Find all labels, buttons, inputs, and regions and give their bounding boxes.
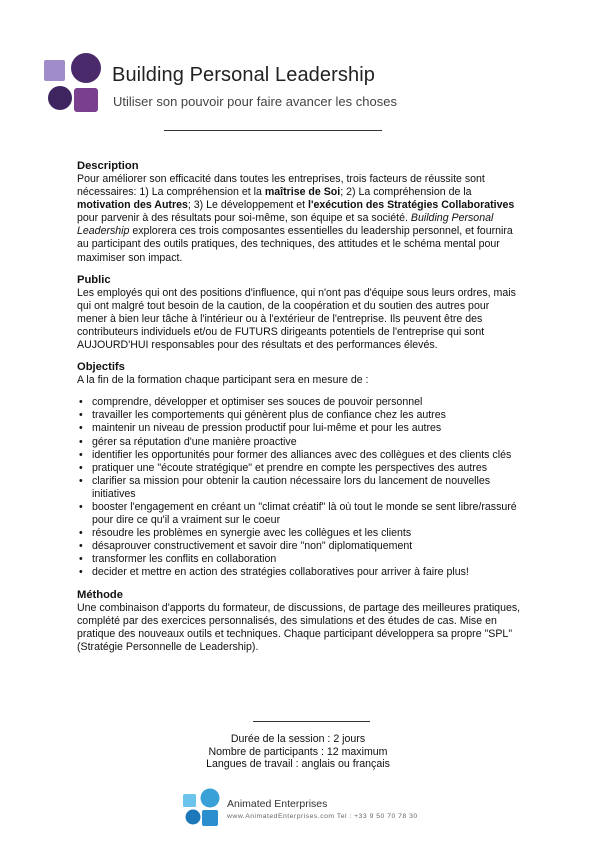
page-title: Building Personal Leadership — [112, 64, 375, 86]
description-text — [77, 173, 522, 265]
footer-logo-circle — [201, 789, 220, 808]
facts-divider — [253, 721, 370, 722]
list-item: • clarifier sa mission pour obtenir la caution nécessaire lors du lancement de nouvelles initiatives — [77, 475, 522, 501]
list-item: • pratiquer une "écoute stratégique" et prendre en compte les perspectives des autres — [77, 462, 522, 475]
logo-circle-small — [48, 86, 72, 110]
logo-circle-dark — [71, 53, 101, 83]
footer-contact: www.AnimatedEnterprises.com Tel : +33 9 50 70 78 30 — [227, 813, 418, 820]
list-item: • gérer sa réputation d'une manière proactive — [77, 436, 522, 449]
footer-company-name: Animated Enterprises — [227, 798, 328, 810]
list-item: • désaprouver constructivement et savoir dire "non" diplomatiquement — [77, 540, 522, 553]
footer-logo-circle-small — [186, 810, 201, 825]
working-languages: Langues de travail : anglais ou français — [206, 758, 390, 770]
header-logo — [44, 52, 104, 112]
main-content — [77, 160, 522, 663]
objectifs-list — [77, 396, 522, 579]
list-item: • transformer les conflits en collaboration — [77, 553, 522, 566]
session-facts — [150, 733, 446, 771]
list-item: • travailler les comportements qui génèrent plus de confiance chez les autres — [77, 409, 522, 422]
methode-heading: Méthode — [77, 588, 123, 601]
public-section — [77, 274, 522, 352]
footer-logo-square-light — [183, 794, 196, 807]
objectifs-section — [77, 361, 522, 579]
description-heading: Description — [77, 160, 139, 172]
description-text-part: Pour améliorer son efficacité dans toutes les entreprises, trois facteurs de réussite sont nécessaires: 1) La compréhension et la — [77, 173, 485, 199]
logo-square-lavender — [44, 60, 65, 81]
objectifs-intro: A la fin de la formation chaque participant sera en mesure de : — [77, 374, 369, 387]
list-item: • maintenir un niveau de pression productif pour lui-même et pour les autres — [77, 422, 522, 435]
list-item: • decider et mettre en action des stratégies collaboratives pour arriver à faire plus! — [77, 566, 522, 579]
description-bold-execution: l'exécution des Stratégies Collaboratives — [308, 199, 515, 212]
list-item: • booster l'engagement en créant un "climat créatif" là où tout le monde se sent libre/rassuré pour dire ce qu'il a vraiment sur le coeur — [77, 501, 522, 527]
description-text-part: ; 2) La compréhension de la — [340, 186, 472, 199]
list-item: • comprendre, développer et optimiser ses souces de pouvoir personnel — [77, 396, 522, 409]
header-divider — [164, 130, 382, 131]
footer-logo — [183, 788, 221, 826]
description-text-part: pour parvenir à des résultats pour soi-même, son équipe et sa société. — [77, 212, 411, 225]
description-text-part: ; 3) Le développement et — [187, 199, 309, 212]
page-subtitle: Utiliser son pouvoir pour faire avancer les choses — [113, 94, 397, 109]
list-item: • résoudre les problèmes en synergie avec les collègues et les clients — [77, 527, 522, 540]
description-bold-maitrise: maîtrise de Soi — [264, 186, 341, 199]
methode-section — [77, 589, 522, 654]
footer-logo-square — [202, 810, 218, 826]
description-italic-title: Building Personal Leadership — [77, 212, 494, 238]
description-bold-motivation: motivation des Autres — [77, 199, 188, 212]
session-duration: Durée de la session : 2 jours — [230, 733, 366, 745]
objectifs-heading: Objectifs — [77, 361, 125, 374]
description-section — [77, 160, 522, 265]
list-item: • identifier les opportunités pour former des alliances avec des collègues et des clients clés — [77, 449, 522, 462]
description-text-part: explorera ces trois composantes essentielles du leadership personnel, et fournira au participant des outils pratiques, des techniques, des attitudes et le schéma mental pour maximiser son impact. — [77, 225, 513, 264]
logo-square-violet — [74, 88, 98, 112]
methode-text: Une combinaison d'apports du formateur, de discussions, de partage des meilleures pratiques, complété par des exercices personnalisés, des simulations et des études de cas. Mise en pratique des nouveaux outils et techniques. Chaque participant développera sa propre "SPL" (Stratégie Personnelle de Leadership). — [77, 601, 521, 653]
participant-count: Nombre de participants : 12 maximum — [208, 745, 388, 758]
public-heading: Public — [77, 273, 111, 286]
public-text: Les employés qui ont des positions d'influence, qui n'ont pas d'équipe sous leurs ordres, mais qui ont malgré tout besoin de la caution, de la coopération et du soutien des autres pour mener à bien leur tâche à l'intérieur ou à l'extérieur de l'entreprise. Ils peuvent être des contributeurs individuels et/ou de FUTURS dirigeants potentiels de l'entreprise qui sont AUJOURD'HUI responsables pour des résultats et des performances élevés. — [77, 286, 516, 352]
